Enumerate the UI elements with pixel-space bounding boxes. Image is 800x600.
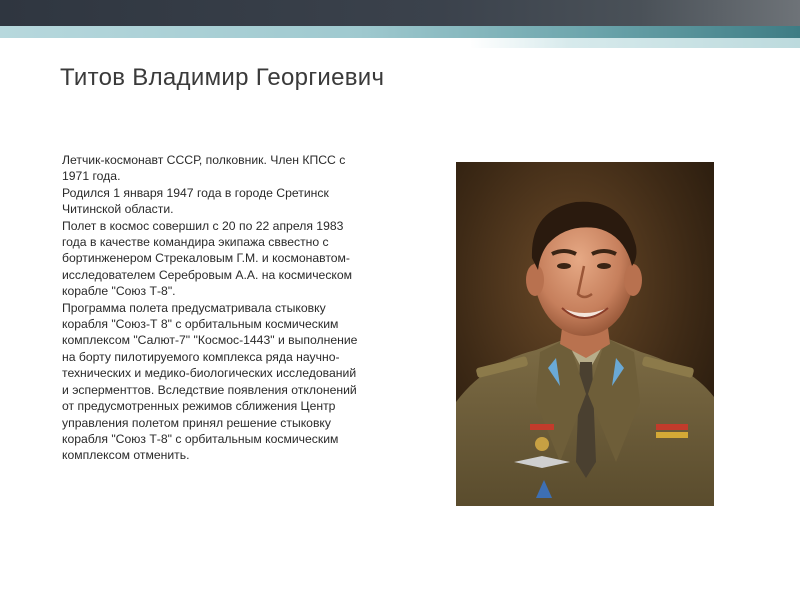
header-light-stripe xyxy=(470,38,800,48)
header-dark-bar xyxy=(0,0,800,26)
bio-text xyxy=(62,152,362,464)
portrait-photo xyxy=(456,162,714,506)
bio-paragraph: Полет в космос совершил с 20 по 22 апреля 1983 года в качестве командира экипажа сввестно с бортинженером Стрекаловым Г.М. и космонавтом-исследователем Серебровым А.А. на космическом корабле "Союз Т-8". xyxy=(62,218,353,299)
slide-title: Титов Владимир Георгиевич xyxy=(60,64,385,91)
header-teal-stripe xyxy=(0,26,800,38)
bio-paragraph: Программа полета предусматривала стыковку корабля "Союз-Т 8" с орбитальным космическим комплексом "Салют-7" "Космос-1443" и выполнение на борту пилотируемого комплекса ряда научно-технических и медико-биологических исследований и эсперменттов. Вследствие появления отклонений от предусмотренных режимов сближения Центр управления полетом принял решение стыковку корабля "Союз Т-8" с орбитальным космическим комплексом отменить. xyxy=(62,300,358,463)
bio-paragraph: Летчик-космонавт СССР, полковник. Член КПСС с 1971 года. xyxy=(62,153,346,184)
cosmonaut-portrait-icon xyxy=(456,162,714,506)
bio-paragraph: Родился 1 января 1947 года в городе Сретинск Читинской области. xyxy=(62,185,329,217)
